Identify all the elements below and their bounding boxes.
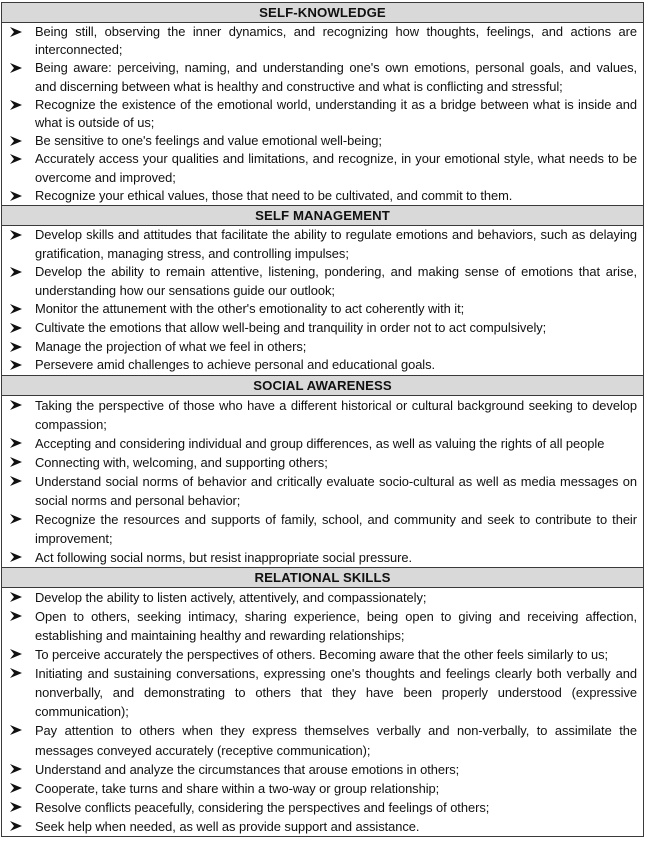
arrow-bullet-icon xyxy=(10,721,24,739)
list-item xyxy=(2,59,637,95)
item-text: Recognize your ethical values, those that need to be cultivated, and commit to them. xyxy=(35,187,513,203)
section-body xyxy=(2,226,643,376)
item-text: Resolve conflicts peacefully, considering the perspectives and feelings of others; xyxy=(35,799,490,815)
list-item xyxy=(2,23,637,59)
item-text: Develop the ability to remain attentive, listening, pondering, and making sense of emotions that arise, understanding how our sensations guide our outlook; xyxy=(35,264,637,298)
arrow-bullet-icon xyxy=(10,319,24,337)
item-text: Seek help when needed, as well as provide support and assistance. xyxy=(35,818,420,834)
item-text: Being still, observing the inner dynamics, and recognizing how thoughts, feelings, and actions are interconnected; xyxy=(35,24,637,58)
list-item xyxy=(2,453,637,472)
arrow-bullet-icon xyxy=(10,396,24,414)
arrow-bullet-icon xyxy=(10,59,24,77)
arrow-bullet-icon xyxy=(10,645,24,663)
item-text: Being aware: perceiving, naming, and understanding one's own emotions, personal goals, and values, and discerning between what is healthy and constructive and what is conflicting and stressful; xyxy=(35,60,637,94)
section-self-knowledge xyxy=(2,3,643,206)
arrow-bullet-icon xyxy=(10,779,24,797)
section-self-management xyxy=(2,206,643,376)
item-text: Connecting with, welcoming, and supporting others; xyxy=(35,454,328,470)
list-item xyxy=(2,356,637,375)
competencies-table xyxy=(1,2,644,837)
item-text: Understand and analyze the circumstances that arouse emotions in others; xyxy=(35,761,460,777)
arrow-bullet-icon xyxy=(10,356,24,374)
list-item xyxy=(2,338,637,357)
list-item xyxy=(2,664,637,721)
section-relational-skills xyxy=(2,568,643,837)
list-item xyxy=(2,472,637,510)
list-item xyxy=(2,798,637,817)
arrow-bullet-icon xyxy=(10,300,24,318)
arrow-bullet-icon xyxy=(10,263,24,281)
list-item xyxy=(2,645,637,664)
section-header: SOCIAL AWARENESS xyxy=(2,376,643,396)
list-item xyxy=(2,779,637,798)
arrow-bullet-icon xyxy=(10,664,24,682)
list-item xyxy=(2,187,637,205)
arrow-bullet-icon xyxy=(10,548,24,566)
item-text: Cooperate, take turns and share within a two-way or group relationship; xyxy=(35,780,440,796)
item-text: Persevere amid challenges to achieve personal and educational goals. xyxy=(35,357,436,373)
arrow-bullet-icon xyxy=(10,132,24,150)
arrow-bullet-icon xyxy=(10,760,24,778)
list-item xyxy=(2,548,637,567)
item-text: Recognize the existence of the emotional world, understanding it as a bridge between what is inside and what is outside of us; xyxy=(35,96,637,131)
section-body xyxy=(2,396,643,568)
list-item xyxy=(2,132,637,150)
arrow-bullet-icon xyxy=(10,510,24,528)
list-item xyxy=(2,150,637,186)
list-item xyxy=(2,607,637,645)
arrow-bullet-icon xyxy=(10,588,24,606)
item-text: Cultivate the emotions that allow well-being and tranquility in order not to act compulsively; xyxy=(35,320,547,335)
section-header: SELF-KNOWLEDGE xyxy=(2,3,643,23)
item-text: Taking the perspective of those who have a different historical or cultural background seeking to develop compassion; xyxy=(35,397,637,432)
section-body xyxy=(2,23,643,206)
item-text: Be sensitive to one's feelings and value emotional well-being; xyxy=(35,133,382,149)
list-item xyxy=(2,300,637,319)
list-item xyxy=(2,263,637,300)
arrow-bullet-icon xyxy=(10,798,24,816)
list-item xyxy=(2,817,637,836)
arrow-bullet-icon xyxy=(10,23,24,41)
arrow-bullet-icon xyxy=(10,338,24,356)
item-text: Develop skills and attitudes that facilitate the ability to regulate emotions and behaviors, such as delaying gratification, managing stress, and controlling impulses; xyxy=(35,227,637,261)
list-item xyxy=(2,226,637,263)
list-item xyxy=(2,319,637,338)
section-header: RELATIONAL SKILLS xyxy=(2,568,643,588)
list-item xyxy=(2,396,637,434)
item-text: Accepting and considering individual and group differences, as well as valuing the rights of all people xyxy=(35,435,605,451)
arrow-bullet-icon xyxy=(10,434,24,452)
item-text: Open to others, seeking intimacy, sharing experience, being open to giving and receiving affection, establishing and maintaining healthy and rewarding relationships; xyxy=(35,608,637,643)
list-item xyxy=(2,510,637,548)
item-text: Initiating and sustaining conversations, expressing one's thoughts and feelings clearly both verbally and nonverbally, and demonstrating to others that they have been properly understood (expressive communication); xyxy=(35,666,637,720)
list-item xyxy=(2,434,637,453)
list-item xyxy=(2,721,637,759)
item-text: Pay attention to others when they express themselves verbally and non-verbally, to assimilate the messages conveyed accurately (receptive communication); xyxy=(35,723,637,758)
item-text: Recognize the resources and supports of family, school, and community and seek to contribute to their improvement; xyxy=(35,511,637,546)
section-social-awareness xyxy=(2,376,643,568)
section-header: SELF MANAGEMENT xyxy=(2,206,643,226)
list-item xyxy=(2,760,637,779)
item-text: Accurately access your qualities and limitations, and recognize, in your emotional style, what needs to be overcome and improved; xyxy=(35,151,637,185)
item-text: Act following social norms, but resist inappropriate social pressure. xyxy=(35,549,412,565)
arrow-bullet-icon xyxy=(10,817,24,835)
item-text: Monitor the attunement with the other's emotionality to act coherently with it; xyxy=(35,301,465,317)
section-body xyxy=(2,588,643,837)
arrow-bullet-icon xyxy=(10,150,24,168)
item-text: Develop the ability to listen actively, attentively, and compassionately; xyxy=(35,589,427,605)
item-text: Understand social norms of behavior and critically evaluate socio-cultural as well as media messages on social norms and personal behavior; xyxy=(35,473,637,508)
arrow-bullet-icon xyxy=(10,607,24,625)
arrow-bullet-icon xyxy=(10,453,24,471)
list-item xyxy=(2,588,637,607)
list-item xyxy=(2,96,637,132)
arrow-bullet-icon xyxy=(10,187,24,205)
arrow-bullet-icon xyxy=(10,96,24,114)
item-text: To perceive accurately the perspectives of others. Becoming aware that the other feels similarly to us; xyxy=(35,647,609,663)
arrow-bullet-icon xyxy=(10,472,24,490)
arrow-bullet-icon xyxy=(10,226,24,244)
item-text: Manage the projection of what we feel in others; xyxy=(35,338,307,354)
